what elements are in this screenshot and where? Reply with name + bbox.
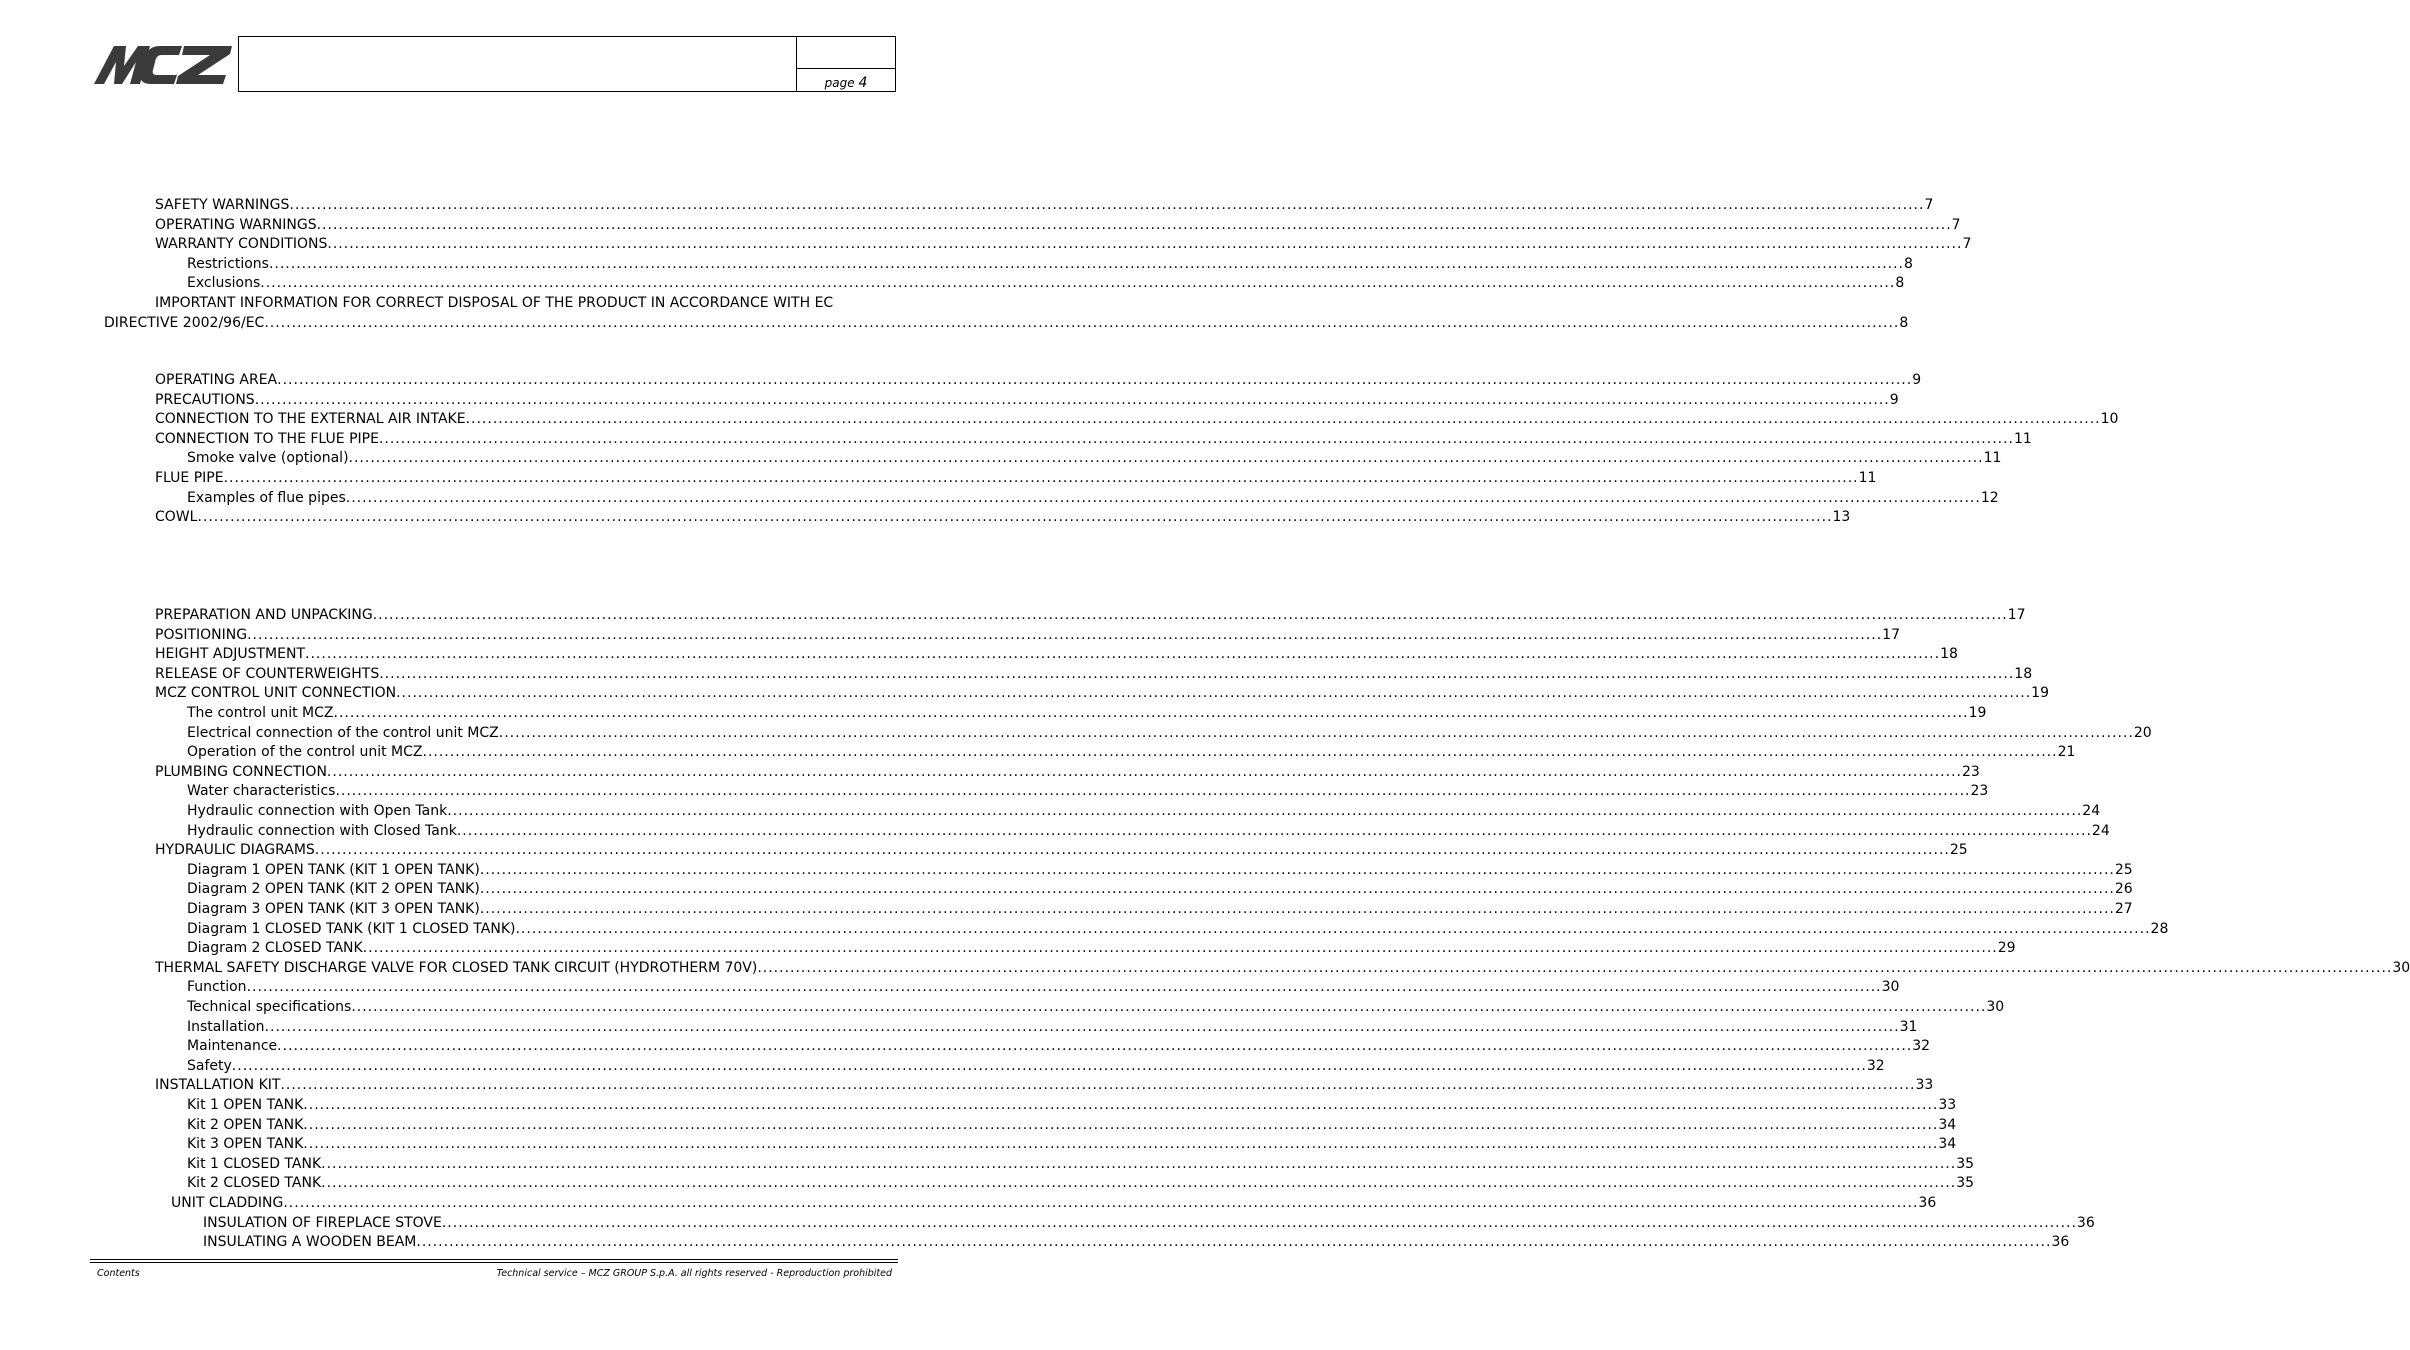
toc-dot-leader: ............................................................................................................................................................................................................................................................................................................ — [254, 391, 1890, 408]
toc-entry-title: RELEASE OF COUNTERWEIGHTS — [155, 665, 380, 682]
toc-entry-title: Smoke valve (optional) — [187, 450, 349, 467]
toc-entry[interactable] — [187, 743, 2076, 763]
toc-entry-page: 30 — [1986, 999, 2005, 1015]
toc-entry[interactable] — [155, 216, 1961, 236]
toc-entry-title: CONNECTION TO THE EXTERNAL AIR INTAKE — [155, 411, 466, 428]
toc-entry[interactable] — [155, 626, 1900, 646]
toc-dot-leader: ............................................................................................................................................................................................................................................................................................................ — [498, 724, 2134, 741]
toc-dot-leader: ............................................................................................................................................................................................................................................................................................................ — [289, 197, 1925, 213]
toc-entry-title: Diagram 2 CLOSED TANK — [187, 940, 363, 957]
toc-entry[interactable] — [187, 861, 2133, 881]
toc-entry[interactable] — [187, 1096, 1957, 1116]
toc-dot-leader: ............................................................................................................................................................................................................................................................................................................ — [465, 411, 2101, 428]
toc-entry-page: 27 — [2114, 901, 2133, 917]
toc-entry-page: 17 — [2007, 607, 2026, 623]
toc-dot-leader: ............................................................................................................................................................................................................................................................................................................ — [321, 1175, 1957, 1192]
toc-entry-title: Operation of the control unit MCZ — [187, 744, 423, 761]
toc-dot-leader: ............................................................................................................................................................................................................................................................................................................ — [372, 607, 2008, 623]
toc-entry-title: Diagram 3 OPEN TANK (KIT 3 OPEN TANK) — [187, 901, 480, 917]
toc-entry[interactable] — [155, 371, 1922, 391]
toc-entry[interactable] — [187, 1018, 1918, 1038]
toc-entry-title: Kit 3 OPEN TANK — [187, 1136, 304, 1153]
toc-entry-page: 8 — [1899, 314, 1909, 331]
toc-entry[interactable] — [187, 704, 1987, 724]
toc-entry-title: PLUMBING CONNECTION — [155, 763, 327, 780]
toc-entry-page: 36 — [1918, 1195, 1937, 1211]
toc-dot-leader: ............................................................................................................................................................................................................................................................................................................ — [314, 842, 1950, 859]
toc-entry-page: 35 — [1956, 1155, 1975, 1172]
toc-entry-title: UNIT CLADDING — [171, 1195, 284, 1211]
toc-dot-leader: ............................................................................................................................................................................................................................................................................................................ — [264, 1018, 1900, 1035]
toc-dot-leader: ............................................................................................................................................................................................................................................................................................................ — [416, 1234, 2052, 1251]
toc-dot-leader: ............................................................................................................................................................................................................................................................................................................ — [515, 920, 2151, 937]
toc-entry[interactable] — [155, 1076, 1934, 1096]
toc-entry-title: POSITIONING — [155, 626, 248, 643]
toc-dot-leader: ............................................................................................................................................................................................................................................................................................................ — [268, 255, 1905, 272]
toc-entry[interactable] — [187, 489, 1999, 509]
toc-dot-leader: ............................................................................................................................................................................................................................................................................................................ — [303, 1097, 1939, 1113]
toc-entry-title: Diagram 1 OPEN TANK (KIT 1 OPEN TANK) — [187, 861, 480, 878]
toc-dot-leader: ............................................................................................................................................................................................................................................................................................................ — [348, 450, 1984, 467]
toc-entry-title: COWL — [155, 509, 198, 526]
toc-entry-page: 24 — [2082, 803, 2101, 819]
toc-entry[interactable] — [155, 763, 1980, 783]
toc-dot-leader: ............................................................................................................................................................................................................................................................................................................ — [447, 803, 2083, 819]
toc-dot-leader: ............................................................................................................................................................................................................................................................................................................ — [280, 1077, 1916, 1094]
toc-dot-leader: ............................................................................................................................................................................................................................................................................................................ — [223, 470, 1859, 486]
toc-dot-leader: ............................................................................................................................................................................................................................................................................................................ — [441, 1214, 2077, 1231]
toc-dot-leader: ............................................................................................................................................................................................................................................................................................................ — [479, 861, 2115, 878]
toc-entry-page: 18 — [2014, 665, 2033, 682]
footer-rule — [90, 1259, 898, 1260]
toc-dot-leader: ............................................................................................................................................................................................................................................................................................................ — [757, 959, 2393, 976]
toc-entry-title: INSULATION OF FIREPLACE STOVE — [203, 1214, 442, 1231]
toc-entry-page: 32 — [1912, 1038, 1931, 1055]
toc-entry[interactable] — [155, 469, 1877, 489]
toc-entry[interactable] — [187, 274, 1905, 294]
toc-entry-title: Kit 2 OPEN TANK — [187, 1116, 304, 1133]
toc-entry-page: 18 — [1940, 646, 1958, 663]
toc-entry-title: FLUE PIPE — [155, 470, 224, 486]
toc-entry-page: 30 — [2392, 959, 2410, 976]
toc-entry[interactable] — [171, 1194, 1937, 1214]
toc-entry-page: 21 — [2057, 744, 2076, 761]
toc-dot-leader: ............................................................................................................................................................................................................................................................................................................ — [303, 1136, 1939, 1153]
toc-entry-title: Hydraulic connection with Open Tank — [187, 803, 448, 819]
toc-entry-page: 24 — [2091, 822, 2110, 839]
toc-entry-page: 9 — [1912, 372, 1922, 388]
toc-entry-page: 7 — [1951, 216, 1961, 233]
toc-dot-leader: ............................................................................................................................................................................................................................................................................................................ — [321, 1155, 1957, 1172]
toc-entry-page: 33 — [1938, 1097, 1957, 1113]
toc-dot-leader: ............................................................................................................................................................................................................................................................................................................ — [277, 1038, 1913, 1055]
toc-entry[interactable] — [187, 1155, 1975, 1175]
toc-entry-page: 36 — [2051, 1234, 2070, 1251]
toc-entry[interactable] — [155, 684, 2049, 704]
toc-entry-title: Kit 1 CLOSED TANK — [187, 1155, 322, 1172]
toc-dot-leader: ............................................................................................................................................................................................................................................................................................................ — [396, 685, 2032, 702]
toc-entry[interactable] — [203, 1233, 2070, 1253]
toc-entry-page: 8 — [1895, 275, 1905, 292]
toc-entry[interactable] — [203, 1214, 2095, 1234]
toc-dot-leader: ............................................................................................................................................................................................................................................................................................................ — [362, 940, 1998, 957]
toc-entry-title: SAFETY WARNINGS — [155, 197, 290, 213]
toc-entry-title: Diagram 1 CLOSED TANK (KIT 1 CLOSED TANK) — [187, 920, 516, 937]
toc-entry-page: 29 — [1997, 940, 2016, 957]
toc-entry-page: 34 — [1938, 1136, 1957, 1153]
toc-entry[interactable] — [187, 1037, 1931, 1057]
toc-entry[interactable] — [187, 939, 2016, 959]
toc-entry-page: 25 — [1949, 842, 1968, 859]
toc-entry-title: Kit 1 OPEN TANK — [187, 1097, 304, 1113]
toc-entry[interactable] — [187, 1135, 1957, 1155]
toc-entry-page: 20 — [2133, 724, 2152, 741]
toc-dot-leader: ............................................................................................................................................................................................................................................................................................................ — [260, 275, 1896, 292]
toc-entry[interactable] — [187, 1174, 1975, 1194]
toc-dot-leader: ............................................................................................................................................................................................................................................................................................................ — [231, 1057, 1867, 1074]
toc-entry-page: 25 — [2114, 861, 2133, 878]
toc-dot-leader: ............................................................................................................................................................................................................................................................................................................ — [305, 646, 1941, 663]
toc-entry-page: 13 — [1832, 509, 1851, 526]
toc-entry[interactable] — [187, 880, 2133, 900]
toc-dot-leader: ............................................................................................................................................................................................................................................................................................................ — [379, 665, 2015, 682]
toc-dot-leader: ............................................................................................................................................................................................................................................................................................................ — [378, 430, 2015, 447]
toc-dot-leader: ............................................................................................................................................................................................................................................................................................................ — [479, 901, 2115, 917]
toc-entry-page: 28 — [2150, 920, 2169, 937]
toc-dot-leader: ............................................................................................................................................................................................................................................................................................................ — [303, 1116, 1939, 1133]
toc-entry-page: 8 — [1904, 255, 1913, 272]
toc-entry-title: INSULATING A WOODEN BEAM — [203, 1234, 417, 1251]
toc-dot-leader: ............................................................................................................................................................................................................................................................................................................ — [422, 744, 2058, 761]
toc-entry-page: 30 — [1881, 979, 1900, 996]
toc-entry[interactable] — [155, 665, 2033, 685]
toc-entry-title: OPERATING WARNINGS — [155, 216, 317, 233]
toc-entry-page: 36 — [2076, 1214, 2095, 1231]
toc-entry[interactable] — [187, 255, 1913, 275]
toc-entry-title: Examples of flue pipes — [187, 489, 346, 506]
toc-dot-leader: ............................................................................................................................................................................................................................................................................................................ — [283, 1195, 1919, 1211]
toc-entry[interactable] — [187, 920, 2169, 940]
toc-entry-title: Restrictions — [187, 255, 269, 272]
toc-entry-title: Safety — [187, 1057, 232, 1074]
toc-entry-page: 10 — [2100, 411, 2119, 428]
toc-entry-title: THERMAL SAFETY DISCHARGE VALVE FOR CLOSED TANK CIRCUIT (HYDROTHERM 70V) — [155, 959, 758, 976]
toc-dot-leader: ............................................................................................................................................................................................................................................................................................................ — [197, 509, 1833, 526]
toc-entry-page: 23 — [1970, 783, 1989, 800]
toc-entry-title: Function — [187, 979, 247, 996]
toc-entry-title: OPERATING AREA — [155, 372, 278, 388]
toc-entry[interactable] — [187, 1116, 1957, 1136]
toc-entry-page: 12 — [1980, 489, 1999, 506]
toc-entry-page: 31 — [1899, 1018, 1918, 1035]
footer-copyright: Technical service – MCZ GROUP S.p.A. all rights reserved - Reproduction prohibited — [496, 1268, 892, 1279]
toc-entry-title: Installation — [187, 1018, 265, 1035]
toc-dot-leader: ............................................................................................................................................................................................................................................................................................................ — [327, 236, 1963, 253]
toc-entry-page: 33 — [1915, 1077, 1934, 1094]
toc-entry[interactable] — [187, 449, 2002, 469]
toc-entry-title: The control unit MCZ — [187, 705, 334, 721]
toc-entry[interactable] — [104, 314, 1909, 334]
toc-dot-leader: ............................................................................................................................................................................................................................................................................................................ — [316, 216, 1952, 233]
toc-dot-leader: ............................................................................................................................................................................................................................................................................................................ — [456, 822, 2092, 839]
toc-entry-page: 11 — [1983, 450, 2002, 467]
toc-entry[interactable] — [155, 645, 1958, 665]
toc-entry-page: 26 — [2114, 881, 2133, 898]
toc-dot-leader: ............................................................................................................................................................................................................................................................................................................ — [333, 705, 1969, 721]
footer-section-label: Contents — [97, 1268, 140, 1279]
toc-entry-page: 17 — [1882, 626, 1900, 643]
toc-entry-title: PREPARATION AND UNPACKING — [155, 607, 373, 623]
toc-entry-page: 23 — [1961, 763, 1980, 780]
toc-entry-title: Hydraulic connection with Closed Tank — [187, 822, 457, 839]
toc-entry[interactable] — [155, 959, 2410, 979]
toc-entry[interactable] — [187, 900, 2133, 920]
toc-entry[interactable] — [187, 978, 1900, 998]
toc-dot-leader: ............................................................................................................................................................................................................................................................................................................ — [326, 763, 1962, 780]
toc-entry[interactable] — [187, 782, 1989, 802]
toc-entry[interactable] — [155, 430, 2032, 450]
toc-entry-title: Technical specifications — [187, 999, 352, 1015]
toc-entry[interactable] — [187, 998, 2005, 1018]
toc-entry[interactable] — [155, 196, 1934, 216]
toc-dot-leader: ............................................................................................................................................................................................................................................................................................................ — [335, 783, 1971, 800]
toc-entry-title: Electrical connection of the control unit MCZ — [187, 724, 499, 741]
toc-entry-title: HYDRAULIC DIAGRAMS — [155, 842, 315, 859]
toc-entry[interactable] — [155, 391, 1899, 411]
toc-entry[interactable] — [155, 235, 1972, 255]
toc-dot-leader: ............................................................................................................................................................................................................................................................................................................ — [351, 999, 1987, 1015]
toc-entry-page: 32 — [1866, 1057, 1885, 1074]
toc-entry-page: 19 — [2031, 685, 2049, 702]
toc-entry-title: Maintenance — [187, 1038, 278, 1055]
toc-entry[interactable] — [187, 724, 2152, 744]
footer-rule-second — [90, 1262, 898, 1263]
page-number: 4 — [858, 75, 868, 91]
toc-entry-page: 9 — [1889, 391, 1899, 408]
toc-entry-title: Diagram 2 OPEN TANK (KIT 2 OPEN TANK) — [187, 881, 480, 898]
toc-dot-leader: ............................................................................................................................................................................................................................................................................................................ — [345, 489, 1981, 506]
toc-dot-leader: ............................................................................................................................................................................................................................................................................................................ — [264, 314, 1900, 331]
toc-dot-leader: ............................................................................................................................................................................................................................................................................................................ — [277, 372, 1913, 388]
toc-entry-title: DIRECTIVE 2002/96/EC — [104, 314, 265, 331]
toc-entry-title: HEIGHT ADJUSTMENT — [155, 646, 306, 663]
toc-entry-title: Kit 2 CLOSED TANK — [187, 1175, 322, 1192]
toc-entry[interactable] — [187, 822, 2110, 842]
toc-entry-page: 11 — [2014, 430, 2032, 447]
toc-entry[interactable] — [187, 1057, 1885, 1077]
toc-dot-leader: ............................................................................................................................................................................................................................................................................................................ — [479, 881, 2115, 898]
toc-entry-page: 7 — [1924, 197, 1934, 213]
toc-entry[interactable] — [155, 410, 2119, 430]
toc-entry[interactable] — [155, 606, 2026, 626]
toc-entry-page: 11 — [1858, 470, 1877, 486]
toc-entry-page: 7 — [1962, 236, 1972, 253]
toc-entry-page: 19 — [1968, 705, 1987, 721]
toc-entry-title: INSTALLATION KIT — [155, 1077, 281, 1094]
toc-entry-title-line1: IMPORTANT INFORMATION FOR CORRECT DISPOSAL OF THE PRODUCT IN ACCORDANCE WITH EC — [155, 295, 834, 311]
toc-dot-leader: ............................................................................................................................................................................................................................................................................................................ — [247, 626, 1883, 643]
toc-entry-page: 34 — [1938, 1116, 1957, 1133]
toc-entry-title: Water characteristics — [187, 783, 336, 800]
page-label: page — [824, 76, 855, 90]
toc-entry[interactable] — [155, 841, 1968, 861]
toc-entry-title: Exclusions — [187, 275, 261, 292]
toc-entry-title: WARRANTY CONDITIONS — [155, 236, 328, 253]
toc-entry-page: 35 — [1956, 1175, 1975, 1192]
toc-dot-leader: ............................................................................................................................................................................................................................................................................................................ — [246, 979, 1882, 996]
toc-entry-title: CONNECTION TO THE FLUE PIPE — [155, 430, 379, 447]
toc-entry-title: MCZ CONTROL UNIT CONNECTION — [155, 685, 397, 702]
toc-entry[interactable] — [155, 508, 1851, 528]
toc-entry-title: PRECAUTIONS — [155, 391, 255, 408]
toc-entry[interactable] — [187, 802, 2101, 822]
